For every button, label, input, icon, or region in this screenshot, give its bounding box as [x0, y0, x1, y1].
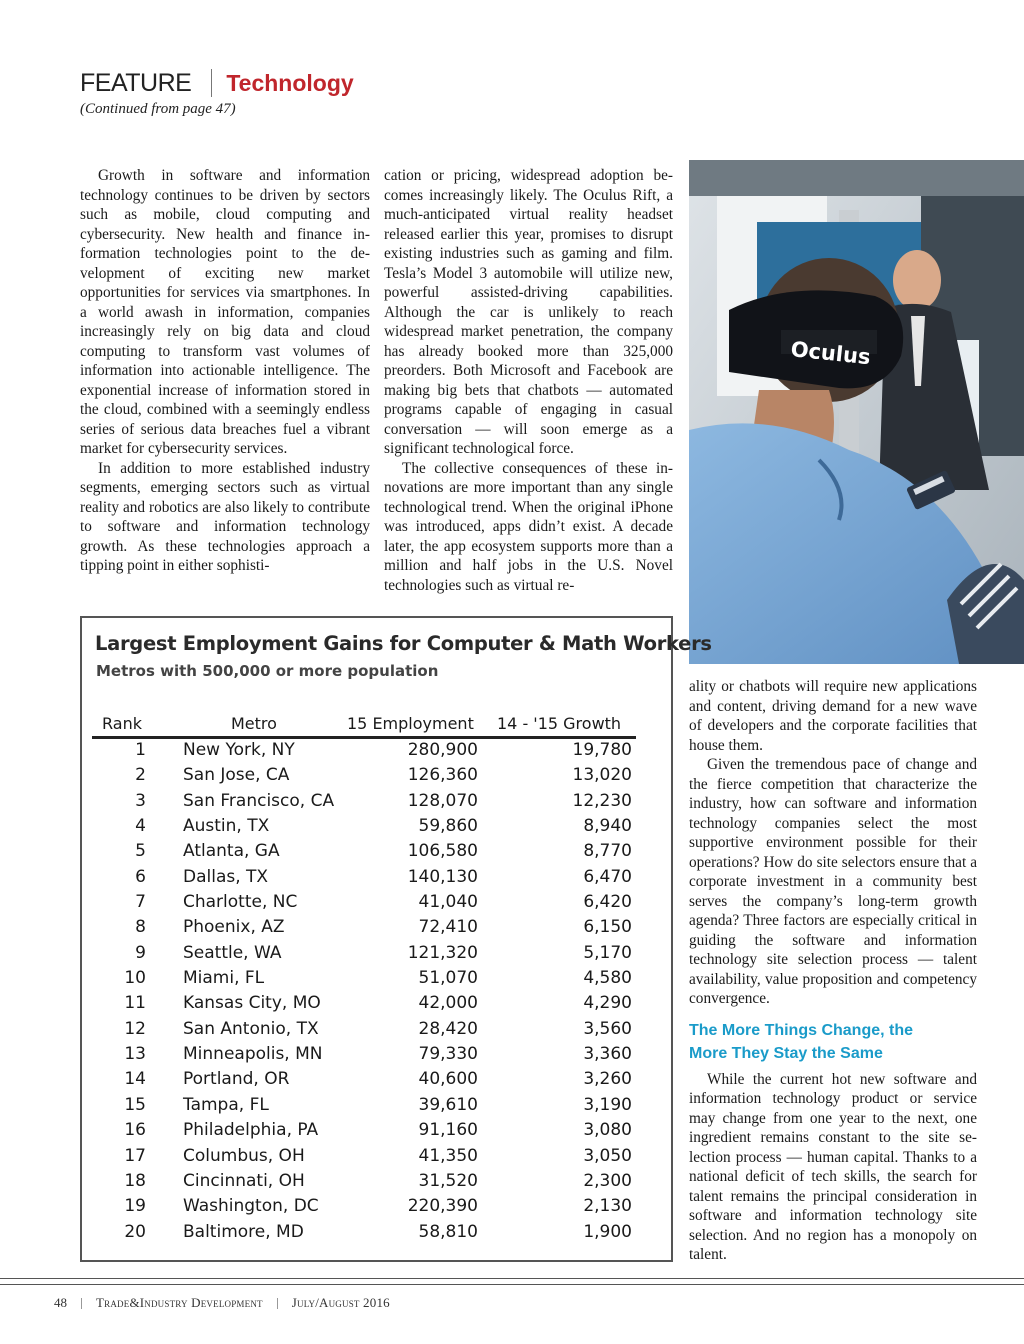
- table-row: [82, 1220, 671, 1245]
- table-row: [82, 763, 671, 788]
- rank-cell: 20: [124, 1221, 146, 1242]
- employment-cell: 106,580: [407, 841, 478, 862]
- employment-cell: 72,410: [418, 917, 478, 938]
- table-subtitle: Metros with 500,000 or more population: [96, 662, 439, 680]
- employment-cell: 58,810: [418, 1221, 478, 1242]
- employment-cell: 28,420: [418, 1018, 478, 1039]
- metro-cell: Kansas City, MO: [183, 993, 321, 1014]
- table-row: [82, 865, 671, 890]
- page-number: 48: [54, 1295, 67, 1310]
- rank-cell: 8: [135, 917, 146, 938]
- header-divider: [211, 69, 212, 97]
- metro-cell: Columbus, OH: [183, 1145, 305, 1166]
- metro-cell: San Francisco, CA: [183, 790, 335, 811]
- rank-cell: 10: [124, 968, 146, 989]
- employment-cell: 128,070: [407, 790, 478, 811]
- metro-cell: Philadelphia, PA: [183, 1120, 319, 1141]
- photo-illustration: [689, 160, 1024, 664]
- article-column-3: [689, 677, 977, 1265]
- table-body: [82, 738, 671, 1245]
- table-row: [82, 1144, 671, 1169]
- table-row: [82, 1169, 671, 1194]
- column-header-employment: 15 Employment: [347, 714, 474, 733]
- rank-cell: 5: [135, 841, 146, 862]
- paragraph: Given the tremendous pace of change and the fierce competition that characterize the industry, how can software and information technology companies select the most supportive environment possible for their operations? How do site selectors ensure that a corporate investment in a community best serves the company’s long-term growth agenda? Three factors are especially critical in guiding the software and information technology site selection process — talent availability, value proposition and competency convergence.: [689, 756, 977, 1007]
- growth-cell: 3,260: [583, 1069, 632, 1090]
- growth-cell: 6,420: [583, 892, 632, 913]
- metro-cell: San Antonio, TX: [183, 1018, 319, 1039]
- table-row: [82, 966, 671, 991]
- paragraph: Growth in software and information technology continues to be driven by sectors such as mobile, cloud computing and cybersecurity. New health and finance information technologies point to the development of exciting new market opportunities for services via smartphones. In a world awash in information, companies increasingly rely on big data and cloud computing to transform vast volumes of information into actionable intelligence. The exponential increase of information stored in the cloud, combined with a seemingly endless series of serious data breaches fuel a vibrant market for cybersecurity services.: [80, 167, 370, 457]
- rank-cell: 2: [135, 765, 146, 786]
- subheading: [689, 1019, 977, 1065]
- employment-cell: 91,160: [418, 1120, 478, 1141]
- rank-cell: 6: [135, 866, 146, 887]
- continued-note: (Continued from page 47): [80, 101, 236, 117]
- growth-cell: 3,560: [583, 1018, 632, 1039]
- rank-cell: 7: [135, 892, 146, 913]
- paragraph: While the current hot new software and information technology product or service may change from one year to the next, one ingredient remains constant to the site selection process — human capital. Thanks to a national deficit of tech skills, the search for talent remains the principal consideration in software and information technology site selection. And no region has a monopoly on talent.: [689, 1070, 977, 1263]
- paragraph: In addition to more established industry segments, emerging sectors such as virtual reality and robotics are also likely to contribute to software and information technology growth. As these technologies approach a tipping point in either sophisti-: [80, 459, 370, 574]
- table-row: [82, 1194, 671, 1219]
- employment-cell: 59,860: [418, 816, 478, 837]
- section-label: FEATURE: [80, 68, 192, 97]
- column-header-metro: Metro: [231, 714, 277, 733]
- rank-cell: 15: [124, 1094, 146, 1115]
- rank-cell: 17: [124, 1145, 146, 1166]
- growth-cell: 12,230: [572, 790, 632, 811]
- rank-cell: 13: [124, 1044, 146, 1065]
- growth-cell: 4,580: [583, 968, 632, 989]
- growth-cell: 3,050: [583, 1145, 632, 1166]
- metro-cell: Phoenix, AZ: [183, 917, 285, 938]
- article-column-1: [80, 166, 370, 576]
- rank-cell: 4: [135, 816, 146, 837]
- metro-cell: Austin, TX: [183, 816, 270, 837]
- page-footer: [54, 1295, 390, 1311]
- growth-cell: 13,020: [572, 765, 632, 786]
- metro-cell: Cincinnati, OH: [183, 1170, 305, 1191]
- footer-divider: [81, 1298, 82, 1309]
- table-row: [82, 1017, 671, 1042]
- table-row: [82, 1118, 671, 1143]
- table-row: [82, 941, 671, 966]
- metro-cell: Miami, FL: [183, 968, 265, 989]
- rank-cell: 1: [135, 740, 146, 760]
- metro-cell: Charlotte, NC: [183, 892, 298, 913]
- employment-cell: 41,040: [418, 892, 478, 913]
- employment-cell: 41,350: [418, 1145, 478, 1166]
- table-row: [82, 814, 671, 839]
- growth-cell: 3,190: [583, 1094, 632, 1115]
- rank-cell: 14: [124, 1069, 146, 1090]
- employment-cell: 121,320: [407, 942, 478, 963]
- metro-cell: Minneapolis, MN: [183, 1044, 323, 1065]
- employment-cell: 79,330: [418, 1044, 478, 1065]
- rank-cell: 19: [124, 1196, 146, 1217]
- growth-cell: 3,360: [583, 1044, 632, 1065]
- footer-rule: [0, 1284, 1024, 1285]
- growth-cell: 8,770: [583, 841, 632, 862]
- employment-cell: 42,000: [418, 993, 478, 1014]
- table-row: [82, 839, 671, 864]
- table-row: [82, 915, 671, 940]
- metro-cell: Baltimore, MD: [183, 1221, 304, 1242]
- growth-cell: 19,780: [572, 740, 632, 760]
- metro-cell: Tampa, FL: [183, 1094, 269, 1115]
- oculus-logo-text: Oculus: [789, 337, 872, 370]
- subheading-line: More They Stay the Same: [689, 1044, 883, 1062]
- section-header: [80, 66, 354, 100]
- table-row: [82, 991, 671, 1016]
- issue-date: July/August 2016: [291, 1295, 390, 1310]
- growth-cell: 3,080: [583, 1120, 632, 1141]
- metro-cell: Seattle, WA: [183, 942, 282, 963]
- table-row: [82, 1042, 671, 1067]
- employment-cell: 280,900: [407, 740, 478, 760]
- paragraph: The collective consequences of these innovations are more important than any single technological trend. When the original iPhone was introduced, apps didn’t exist. A decade later, the app ecosystem supports more than a million and half jobs in the U.S. Novel technologies such as virtual re-: [384, 459, 673, 594]
- growth-cell: 5,170: [583, 942, 632, 963]
- growth-cell: 6,150: [583, 917, 632, 938]
- subheading-line: The More Things Change, the: [689, 1021, 914, 1039]
- paragraph: ality or chatbots will require new applications and content, driving demand for a new wave of developers and the corporate facilities that house them.: [689, 678, 977, 754]
- growth-cell: 4,290: [583, 993, 632, 1014]
- employment-gains-table: [80, 616, 712, 1262]
- rank-cell: 12: [124, 1018, 146, 1039]
- footer-divider: [277, 1298, 278, 1309]
- column-header-growth: 14 - '15 Growth: [497, 714, 622, 733]
- employment-cell: 140,130: [407, 866, 478, 887]
- metro-cell: Atlanta, GA: [183, 841, 280, 862]
- employment-cell: 126,360: [407, 765, 478, 786]
- table-row: [82, 1093, 671, 1118]
- table-title: Largest Employment Gains for Computer & Math Workers: [95, 632, 712, 655]
- growth-cell: 2,130: [583, 1196, 632, 1217]
- metro-cell: San Jose, CA: [183, 765, 290, 786]
- rank-cell: 11: [124, 993, 146, 1014]
- employment-cell: 31,520: [418, 1170, 478, 1191]
- column-header-rank: Rank: [102, 714, 142, 733]
- rank-cell: 3: [135, 790, 146, 811]
- footer-rule: [0, 1278, 1024, 1279]
- publication-name: Trade&Industry Development: [96, 1295, 263, 1310]
- table-row: [82, 1067, 671, 1092]
- employment-cell: 220,390: [407, 1196, 478, 1217]
- rank-cell: 16: [124, 1120, 146, 1141]
- metro-cell: Dallas, TX: [183, 866, 269, 887]
- employment-cell: 39,610: [418, 1094, 478, 1115]
- table-row: [82, 890, 671, 915]
- rank-cell: 18: [124, 1170, 146, 1191]
- growth-cell: 6,470: [583, 866, 632, 887]
- rank-cell: 9: [135, 942, 146, 963]
- metro-cell: Portland, OR: [183, 1069, 290, 1090]
- article-column-2: [384, 166, 673, 595]
- employment-cell: 51,070: [418, 968, 478, 989]
- growth-cell: 8,940: [583, 816, 632, 837]
- vr-headset-photo: [689, 160, 1024, 664]
- metro-cell: Washington, DC: [183, 1196, 319, 1217]
- employment-cell: 40,600: [418, 1069, 478, 1090]
- paragraph: cation or pricing, widespread adoption becomes increasingly likely. The Oculus Rift, a much-anticipated virtual reality headset released earlier this year, promises to disrupt existing industries such as gaming and film. Tesla’s Model 3 automobile will utilize new, powerful assisted-driving capabilities. Although the car is unlikely to reach widespread market penetration, the company has already booked more than 325,000 preorders. Both Microsoft and Facebook are making big bets that chatbots — automated programs capable of engaging in casual conversation — will soon emerge as a significant technological force.: [384, 167, 673, 457]
- table-row: [82, 738, 671, 763]
- growth-cell: 1,900: [583, 1221, 632, 1242]
- growth-cell: 2,300: [583, 1170, 632, 1191]
- table-row: [82, 789, 671, 814]
- topic-label: Technology: [226, 69, 354, 96]
- metro-cell: New York, NY: [183, 740, 295, 760]
